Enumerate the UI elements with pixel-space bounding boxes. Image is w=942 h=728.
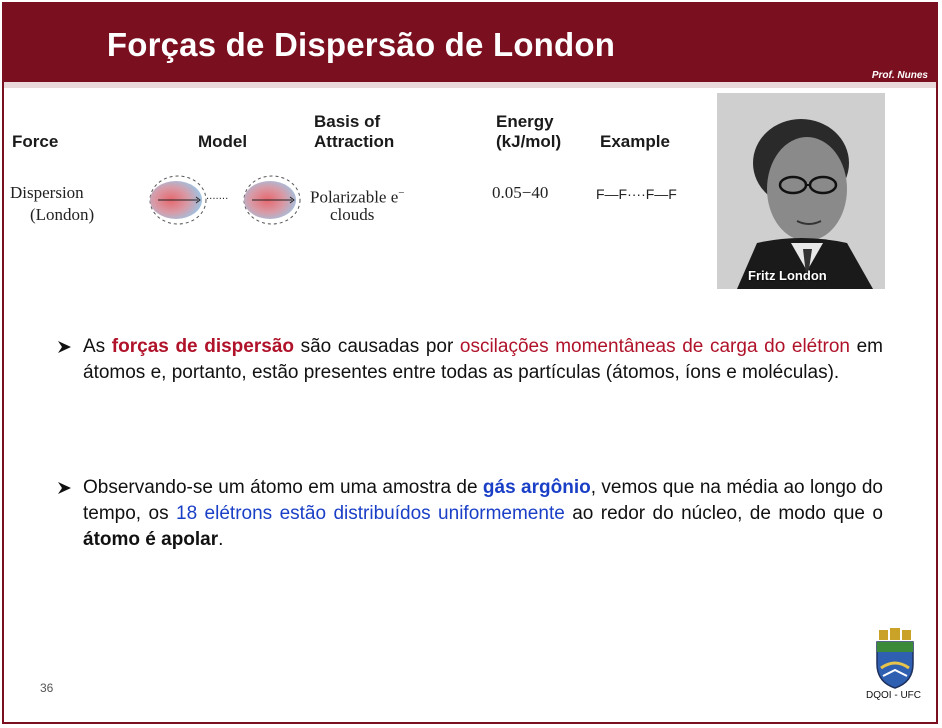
row-force-line1: Dispersion [10, 183, 84, 202]
bullet-2-emphasis-argon: gás argônio [482, 477, 591, 498]
header-example: Example [600, 132, 670, 151]
dispersion-model-graphic [148, 170, 308, 228]
bullet-1-text [83, 334, 883, 386]
bullet-1-part-5: em átomos e, portanto, estão presentes entre todas as partículas (átomos, íons e moléculas). [83, 336, 883, 383]
row-basis-sup: − [398, 187, 405, 199]
bullet-2-emphasis-electrons: 18 elétrons estão distribuídos uniformemente [176, 503, 565, 524]
bullet-2-emphasis-apolar: átomo é apolar [83, 529, 219, 550]
department-label: DQOI - UFC [866, 690, 921, 701]
header-basis-line2: Attraction [314, 132, 395, 151]
author-label: Prof. Nunes [871, 70, 928, 81]
bullet-1-part-1: As [83, 336, 112, 357]
university-crest-icon [873, 628, 917, 690]
bullet-1-emphasis-oscillations: oscilações momentâneas de carga do elétron [459, 336, 850, 357]
bullet-2-part-7: . [218, 529, 224, 550]
header-model: Model [198, 132, 248, 151]
forces-table [8, 110, 718, 230]
bullet-2-part-3: , vemos que na média ao longo do tempo, os [83, 477, 883, 524]
fritz-london-photo [717, 93, 885, 289]
portrait-graphic [717, 93, 885, 289]
row-example: F—F····F—F [596, 186, 677, 202]
bullet-2-part-5: ao redor do núcleo, de modo que o [564, 503, 883, 524]
bullet-1-part-3: são causadas por [294, 336, 460, 357]
row-basis-line2: clouds [330, 205, 375, 224]
bullet-2-text [83, 475, 883, 553]
arrow-bullet-icon [56, 475, 74, 501]
svg-text:·······: ······· [206, 194, 229, 205]
header-basis-line1: Basis of [314, 112, 381, 131]
photo-caption: Fritz London [748, 268, 827, 283]
bullet-2-part-1: Observando-se um átomo em uma amostra de [83, 477, 483, 498]
page-number: 36 [40, 681, 54, 695]
row-force-line2: (London) [30, 205, 95, 224]
bullet-paragraph-1 [56, 334, 883, 386]
row-energy: 0.05−40 [492, 183, 549, 202]
bullet-1-emphasis-dispersion: forças de dispersão [111, 336, 294, 357]
bullet-paragraph-2 [56, 475, 883, 553]
header-energy-line1: Energy [496, 112, 554, 131]
row-basis-text: Polarizable e [310, 187, 399, 207]
slide-title: Forças de Dispersão de London [106, 26, 616, 63]
header-energy-line2: (kJ/mol) [496, 132, 562, 151]
arrow-bullet-icon [56, 334, 74, 360]
header-force: Force [12, 132, 59, 151]
